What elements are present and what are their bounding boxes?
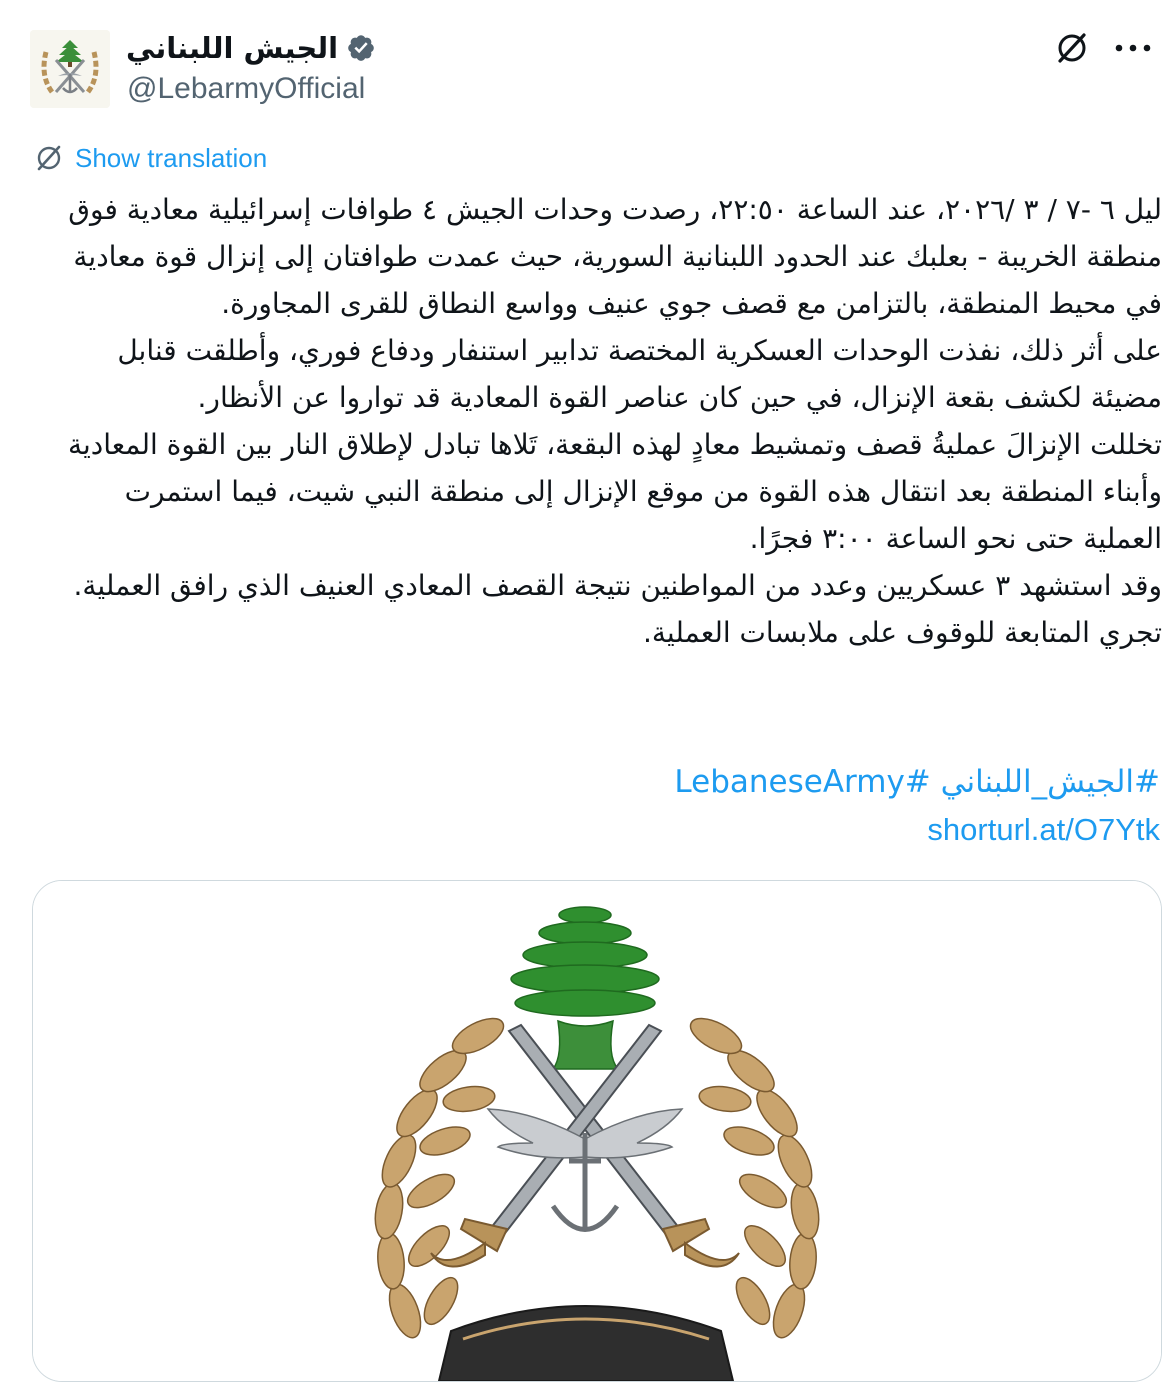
author-display-name[interactable]: الجيش اللبناني — [126, 31, 339, 65]
body-paragraph: تخللت الإنزالَ عمليةُ قصف وتمشيط معادٍ لهذه البقعة، تَلاها تبادل لإطلاق النار بين القوة المعادية وأبناء المنطقة بعد انتقال هذه القوة من موقع الإنزال إلى منطقة النبي شيت، فيما استمرت العملية حتى نحو الساعة ٣:٠٠ فجرًا. — [67, 428, 1162, 555]
grok-icon[interactable] — [1052, 28, 1092, 68]
show-translation-button[interactable] — [33, 142, 267, 174]
show-translation-label[interactable]: Show translation — [75, 142, 268, 173]
hashtag-links[interactable]: #الجيش_اللبناني #LebaneseArmy — [674, 764, 1160, 800]
avatar[interactable] — [30, 30, 110, 108]
translate-icon — [33, 142, 65, 174]
body-paragraph: وقد استشهد ٣ عسكريين وعدد من المواطنين نتيجة القصف المعادي العنيف الذي رافق العملية. — [73, 569, 1162, 602]
tweet-body — [42, 186, 1162, 656]
body-paragraph: ليل ٦ -٧ / ٣ /٢٠٢٦، عند الساعة ٢٢:٥٠، رصدت وحدات الجيش ٤ طوافات إسرائيلية معادية فوق منطقة الخريبة - بعلبك عند الحدود اللبنانية السورية، حيث عمدت طوافتان إلى إنزال قوة معادية في محيط المنطقة، بالتزامن مع قصف جوي عنيف وواسع النطاق للقرى المجاورة. — [68, 193, 1162, 320]
short-url-link[interactable]: shorturl.at/O7Ytk — [927, 812, 1160, 847]
tweet-actions-top — [1052, 28, 1152, 68]
media-image[interactable] — [32, 880, 1162, 1382]
author-handle[interactable]: @LebarmyOfficial — [127, 72, 366, 105]
body-paragraph: تجري المتابعة للوقوف على ملابسات العملية. — [643, 616, 1162, 649]
body-paragraph: على أثر ذلك، نفذت الوحدات العسكرية المختصة تدابير استنفار ودفاع فوري، وأطلقت قنابل مضيئة لكشف بقعة الإنزال، في حين كان عناصر القوة المعادية قد تواروا عن الأنظار. — [117, 334, 1162, 414]
lebanese-army-emblem-icon — [30, 30, 110, 108]
author-name-row[interactable] — [126, 28, 376, 68]
verified-badge-icon — [346, 33, 376, 63]
lebanese-army-emblem-icon — [33, 881, 1161, 1381]
more-icon[interactable] — [1114, 40, 1152, 56]
